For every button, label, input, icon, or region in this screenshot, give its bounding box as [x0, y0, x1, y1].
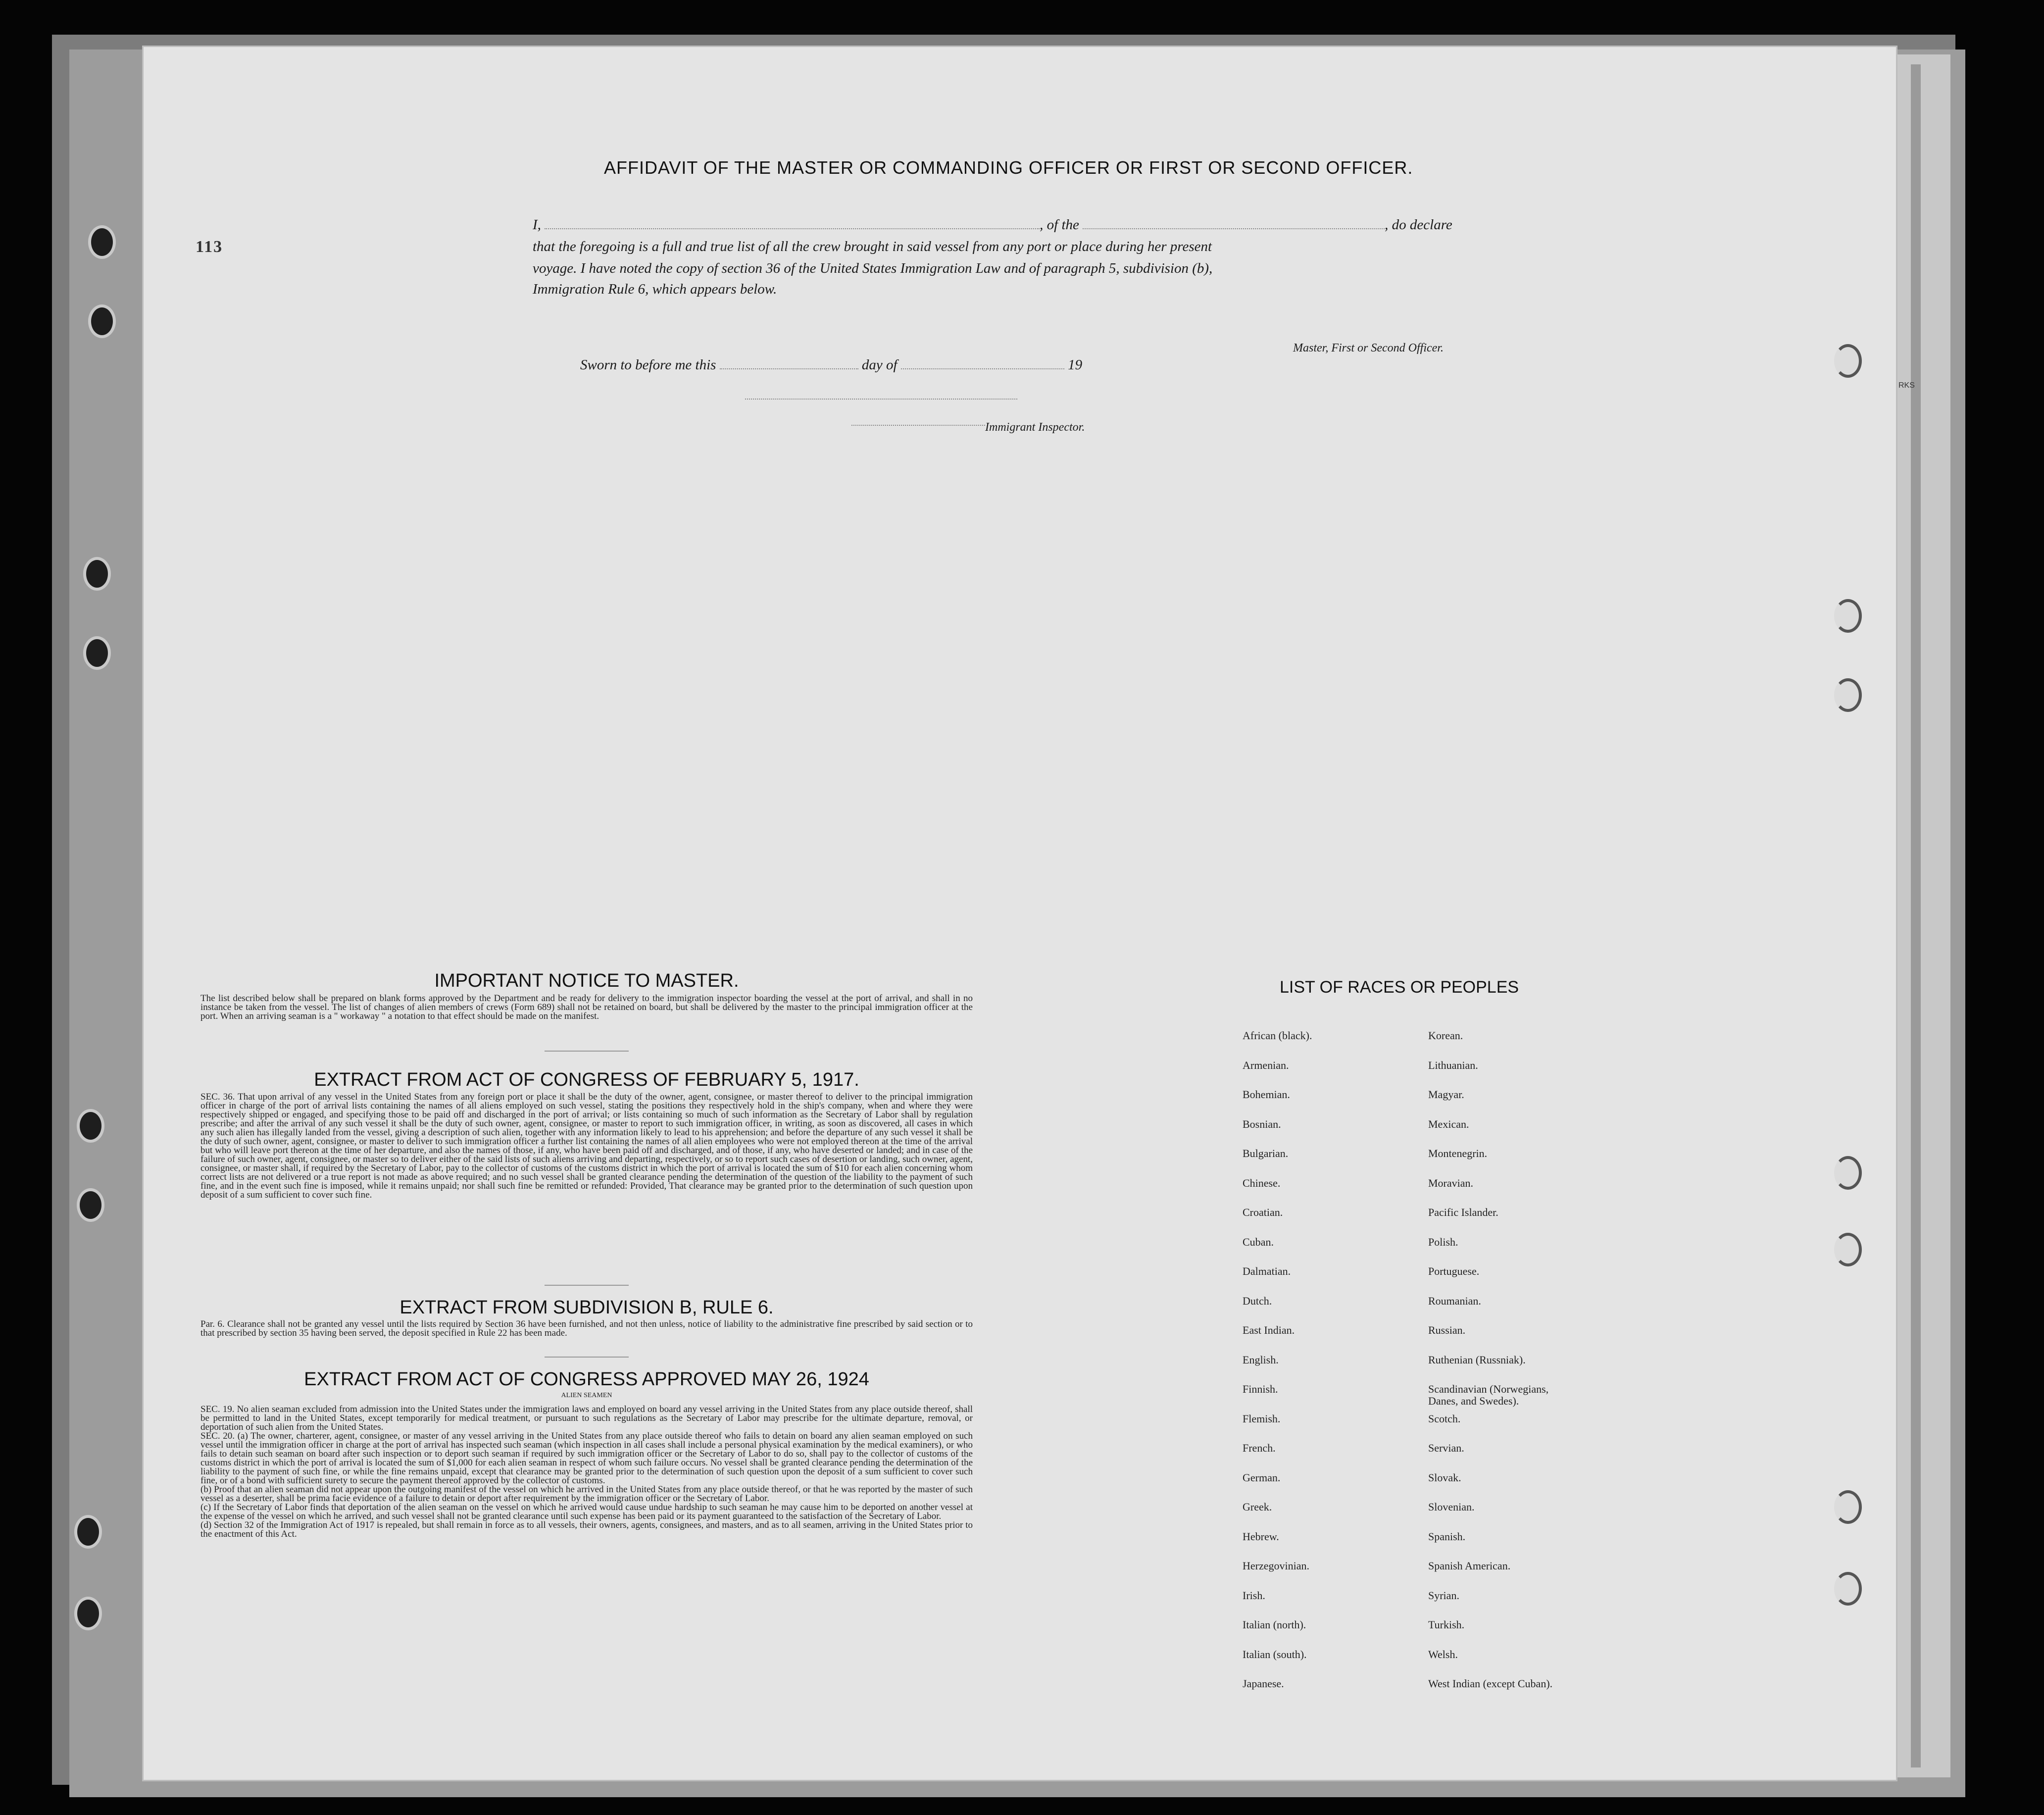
race-entry: West Indian (except Cuban).	[1428, 1677, 1553, 1690]
race-entry: Irish.	[1243, 1589, 1265, 1602]
binder-hole	[1834, 1572, 1862, 1606]
margin-stamp: 113	[196, 238, 223, 256]
affidavit-line2: that the foregoing is a full and true list of all the crew brought in said vessel from any port or place during her present	[533, 239, 1212, 254]
race-entry: Dutch.	[1243, 1294, 1272, 1307]
race-entry: Italian (south).	[1243, 1648, 1307, 1661]
affidavit-line3: voyage. I have noted the copy of section 36 of the United States Immigration Law and of paragraph 5, subdivision (b),	[533, 260, 1213, 276]
affidavit-i: I,	[533, 217, 541, 233]
notice-body: The list described below shall be prepared on blank forms approved by the Department and be ready for delivery to the immigration inspector boarding the vessel at the port of arrival, and shall in no instance be taken from the vessel. The list of changes of alien members of crews (Form 689) shall not be retained on board, but shall be delivered by the master to the principal immigration officer at the port. When an arriving seaman is a " workaway " a notation to that effect should be made on the manifest.	[200, 993, 973, 1021]
blank-vessel	[1083, 228, 1385, 229]
race-entry: German.	[1243, 1471, 1281, 1484]
inspector-line	[851, 425, 985, 426]
edge-note: RKS	[1898, 381, 1915, 390]
race-entry: Mexican.	[1428, 1117, 1469, 1130]
binder-hole	[1834, 344, 1862, 378]
extract-1917-title: EXTRACT FROM ACT OF CONGRESS OF FEBRUARY 5, 1917.	[314, 1069, 859, 1090]
affidavit-of-the: , of the	[1040, 217, 1079, 233]
blank-month	[901, 368, 1064, 369]
blank-name	[545, 228, 1040, 229]
race-entry: Montenegrin.	[1428, 1147, 1488, 1160]
blank-day	[720, 368, 858, 369]
race-entry: Spanish American.	[1428, 1560, 1511, 1572]
race-entry: French.	[1243, 1442, 1276, 1454]
page-edge-shadow	[1911, 64, 1921, 1767]
binder-hole	[1834, 1233, 1862, 1266]
race-entry: Moravian.	[1428, 1176, 1474, 1189]
extract-1924-subtitle: ALIEN SEAMEN	[561, 1392, 612, 1399]
extract-1924-paragraph: SEC. 20. (a) The owner, charterer, agent, consignee, or master of any vessel arriving in the United States from any place outside thereof who fails to detain on board any alien seaman employed on such vessel until the immigration officer in charge at the port of arrival has inspected such seaman (which inspection in all cases shall include a personal physical examination by the medical examiners), or who fails to detain such seaman on board after such inspection or to deport such seaman if required by such immigration officer or the Secretary of Labor to do so, shall pay to the collector of customs of the customs district in which the port of arrival is located the sum of $1,000 for each alien seaman in respect of whom such failure occurs. No vessel shall be granted clearance pending the determination of the liability to the payment of such fine, or while the fine remains unpaid, except that clearance may be granted prior to the determination of such question upon the deposit of a sum sufficient to cover such fine, or of a bond with sufficient surety to secure the payment thereof approved by the collector of customs.	[200, 1431, 973, 1486]
race-entry: English.	[1243, 1353, 1279, 1366]
race-entry: African (black).	[1243, 1029, 1312, 1042]
race-entry: Portuguese.	[1428, 1265, 1480, 1277]
sworn-line	[580, 354, 1273, 376]
race-entry: Welsh.	[1428, 1648, 1458, 1661]
day-of-text: day of	[861, 357, 897, 373]
affidavit-declare: , do declare	[1385, 217, 1452, 233]
master-signature-label: Master, First or Second Officer.	[1293, 342, 1444, 354]
notice-title: IMPORTANT NOTICE TO MASTER.	[434, 970, 739, 991]
race-entry: Chinese.	[1243, 1176, 1281, 1189]
binder-hole	[88, 225, 116, 259]
extract-1924-title: EXTRACT FROM ACT OF CONGRESS APPROVED MAY 26, 1924	[304, 1369, 869, 1390]
year-prefix: 19	[1068, 357, 1083, 373]
sworn-text: Sworn to before me this	[580, 357, 716, 373]
signature-line	[745, 399, 1017, 400]
extract-1924-body	[200, 1405, 973, 1539]
extract-1924-paragraph: (b) Proof that an alien seaman did not appear upon the outgoing manifest of the vessel on which he arrived in the United States from any place outside thereof, or that he was reported by the master of such vessel as a deserter, shall be prima facie evidence of a failure to detain or deport after requirement by the immigration officer or the Secretary of Labor.	[200, 1484, 973, 1504]
race-entry: Greek.	[1243, 1501, 1272, 1513]
binder-hole	[1834, 599, 1862, 633]
race-entry: East Indian.	[1243, 1324, 1295, 1336]
race-entry: Syrian.	[1428, 1589, 1459, 1602]
race-entry: Scotch.	[1428, 1412, 1461, 1425]
race-entry: Bulgarian.	[1243, 1147, 1289, 1160]
extract-1917-body: SEC. 36. That upon arrival of any vessel in the United States from any foreign port or place it shall be the duty of the owner, agent, consignee, or master thereof to deliver to the principal immigration officer in charge of the port of arrival lists containing the names of all aliens employed on such vessel, stating the positions they respectively hold in the ship's company, when and where they were respectively shipped or engaged, and specifying those to be paid off and discharged in the port of arrival; or lists containing so much of such information as the Secretary of Labor shall by regulation prescribe; and after the arrival of any such vessel it shall be the duty of such owner, agent, consignee, or master to report to such immigration officer, in writing, as soon as discovered, all cases in which any such alien has illegally landed from the vessel, giving a description of such alien, together with any information likely to lead to his apprehension; and before the departure of any such vessel it shall be the duty of such owner, agent, consignee, or master to deliver to such immigration officer a further list containing the names of all alien employees who were not employed thereon at the time of the arrival but who will leave port thereon at the time of her departure, and also the names of those, if any, who have been paid off and discharged, and of those, if any, who have deserted or landed; and in case of the failure of such owner, agent, consignee, or master so to deliver either of the said lists of such aliens arriving and departing, respectively, or so to report such cases of desertion or landing, such owner, agent, consignee, or master shall, if required by the Secretary of Labor, pay to the collector of customs of the customs district in which the port of arrival is located the sum of $10 for each alien concerning whom correct lists are not delivered or a true report is not made as above required; and no such vessel shall be granted clearance pending the determination of the question of the liability to the payment of such fine, and in the event such fine is imposed, while it remains unpaid; nor shall such fine be remitted or refunded: Provided, That clearance may be granted prior to the determination of such question upon deposit of a sum sufficient to cover such fine.	[200, 1092, 973, 1200]
race-entry: Korean.	[1428, 1029, 1463, 1042]
race-entry: Roumanian.	[1428, 1294, 1481, 1307]
race-entry: Slovenian.	[1428, 1501, 1475, 1513]
race-entry: Flemish.	[1243, 1412, 1281, 1425]
affidavit-title: AFFIDAVIT OF THE MASTER OR COMMANDING OFFICER OR FIRST OR SECOND OFFICER.	[604, 157, 1413, 178]
extract-rule6-body: Par. 6. Clearance shall not be granted any vessel until the lists required by Section 36 have been furnished, and not then unless, notice of liability to the administrative fine prescribed by said section or to that prescribed by section 35 having been served, the deposit specified in Rule 22 has been made.	[200, 1319, 973, 1338]
race-entry: Cuban.	[1243, 1235, 1274, 1248]
race-entry: Bohemian.	[1243, 1088, 1290, 1101]
race-entry: Herzegovinian.	[1243, 1560, 1309, 1572]
race-entry: Turkish.	[1428, 1618, 1465, 1631]
race-entry: Slovak.	[1428, 1471, 1461, 1484]
binder-hole	[1834, 1490, 1862, 1524]
race-entry: Magyar.	[1428, 1088, 1464, 1101]
binder-hole	[77, 1109, 104, 1143]
race-entry: Italian (north).	[1243, 1618, 1306, 1631]
race-entry: Hebrew.	[1243, 1530, 1279, 1543]
affidavit-line1	[533, 214, 1518, 236]
race-entry: Russian.	[1428, 1324, 1466, 1336]
binder-hole	[1834, 1156, 1862, 1190]
binder-hole	[83, 557, 111, 591]
race-entry: Bosnian.	[1243, 1117, 1281, 1130]
extract-rule6-title: EXTRACT FROM SUBDIVISION B, RULE 6.	[399, 1297, 774, 1318]
races-title: LIST OF RACES OR PEOPLES	[1280, 978, 1519, 997]
race-entry: Finnish.	[1243, 1383, 1278, 1395]
race-entry: Servian.	[1428, 1442, 1464, 1454]
race-entry: Armenian.	[1243, 1059, 1289, 1071]
divider	[545, 1285, 629, 1286]
inspector-label: Immigrant Inspector.	[985, 421, 1085, 434]
binder-hole	[74, 1515, 102, 1549]
extract-1924-paragraph: (d) Section 32 of the Immigration Act of 1917 is repealed, but shall remain in force as to all vessels, their owners, agents, consignees, and masters, and as to all seamen, arriving in the United States prior to the enactment of this Act.	[200, 1520, 973, 1539]
binder-hole	[77, 1188, 104, 1222]
race-entry: Dalmatian.	[1243, 1265, 1291, 1277]
race-entry: Japanese.	[1243, 1677, 1284, 1690]
race-entry: Ruthenian (Russniak).	[1428, 1353, 1526, 1366]
binder-hole	[1834, 678, 1862, 712]
divider	[545, 1357, 629, 1358]
race-entry: Spanish.	[1428, 1530, 1466, 1543]
race-entry: Lithuanian.	[1428, 1059, 1478, 1071]
affidavit-line4: Immigration Rule 6, which appears below.	[533, 281, 777, 297]
page-edge-stack	[1896, 54, 1950, 1777]
race-entry: Croatian.	[1243, 1206, 1283, 1218]
extract-1924-paragraph: SEC. 19. No alien seaman excluded from admission into the United States under the immigration laws and employed on board any vessel arriving in the United States from any place outside thereof, shall be permitted to land in the United States, except temporarily for medical treatment, or pursuant to such regulations as the Secretary of Labor may prescribe for the ultimate departure, removal, or deportation of such alien from the United States.	[200, 1404, 973, 1432]
binder-hole	[74, 1597, 102, 1630]
binder-hole	[83, 636, 111, 670]
race-entry: Pacific Islander.	[1428, 1206, 1498, 1218]
race-entry: Polish.	[1428, 1235, 1458, 1248]
binder-hole	[88, 304, 116, 338]
race-entry: Scandinavian (Norwegians, Danes, and Swedes).	[1428, 1383, 1549, 1407]
extract-1924-paragraph: (c) If the Secretary of Labor finds that deportation of the alien seaman on the vessel on which he arrived would cause undue hardship to such seaman he may cause him to be deported on another vessel at the expense of the vessel on which he arrived, and such vessel shall not be granted clearance until such expense has been paid or its payment guaranteed to the satisfaction of the Secretary of Labor.	[200, 1502, 973, 1521]
divider	[545, 1051, 629, 1052]
